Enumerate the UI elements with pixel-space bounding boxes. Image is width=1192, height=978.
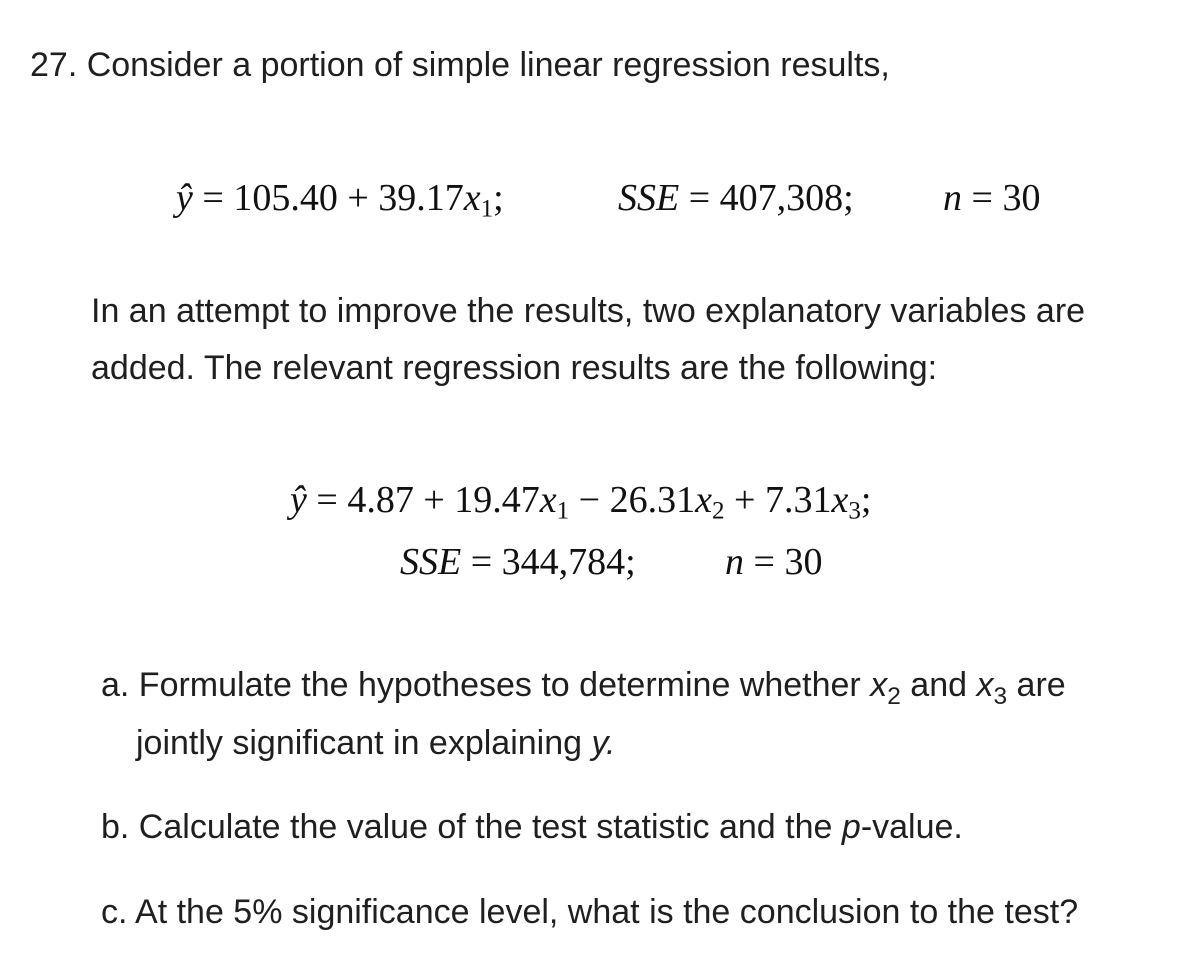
coefficient-x2: 26.31 bbox=[609, 479, 696, 521]
coefficient-x3: 7.31 bbox=[764, 479, 832, 521]
n-simple-value: 30 bbox=[1002, 177, 1041, 219]
part-b: b. Calculate the value of the test statistic and the p-value. bbox=[101, 808, 963, 846]
equation-simple-regression: ŷ = $105.40 + 39.17x_1$; bbox=[176, 177, 504, 223]
coefficient-x1: 39.17 bbox=[378, 177, 464, 219]
intercept-value: 4.87 bbox=[347, 479, 414, 521]
part-a-line-2: jointly significant in explaining y. bbox=[136, 724, 616, 762]
sse-simple-value: 407,308; bbox=[719, 177, 854, 219]
problem-intro-text: Consider a portion of simple linear regression results, bbox=[86, 46, 890, 84]
equation-multiple-regression: ŷ = $4.87 + 19.47x_1 - 26.31x_2 + 7.31x_3$; bbox=[290, 479, 872, 525]
intercept-value: 105.40 bbox=[233, 177, 338, 219]
middle-line-1: In an attempt to improve the results, two explanatory variables are bbox=[91, 292, 1086, 330]
problem-number: 27. bbox=[30, 46, 78, 84]
middle-line-2: added. The relevant regression results are the following: bbox=[91, 349, 938, 387]
yhat-symbol: ŷ bbox=[290, 479, 307, 521]
n-simple: n = 30 bbox=[943, 177, 1041, 219]
sse-multiple: SSE = 344,784; bbox=[400, 541, 636, 583]
part-c: c. At the 5% significance level, what is the conclusion to the test? bbox=[101, 893, 1079, 931]
sse-multiple-value: 344,784; bbox=[501, 541, 636, 583]
sse-simple: SSE = 407,308; bbox=[618, 177, 854, 219]
problem-intro bbox=[30, 46, 890, 85]
coefficient-x1: 19.47 bbox=[454, 479, 540, 521]
part-a-line-1: a. Formulate the hypotheses to determine whether $x_2$ and $x_3$ are bbox=[101, 666, 1066, 710]
n-multiple: n = 30 bbox=[725, 541, 823, 583]
n-multiple-value: 30 bbox=[784, 541, 823, 583]
yhat-symbol: ŷ bbox=[176, 177, 193, 219]
